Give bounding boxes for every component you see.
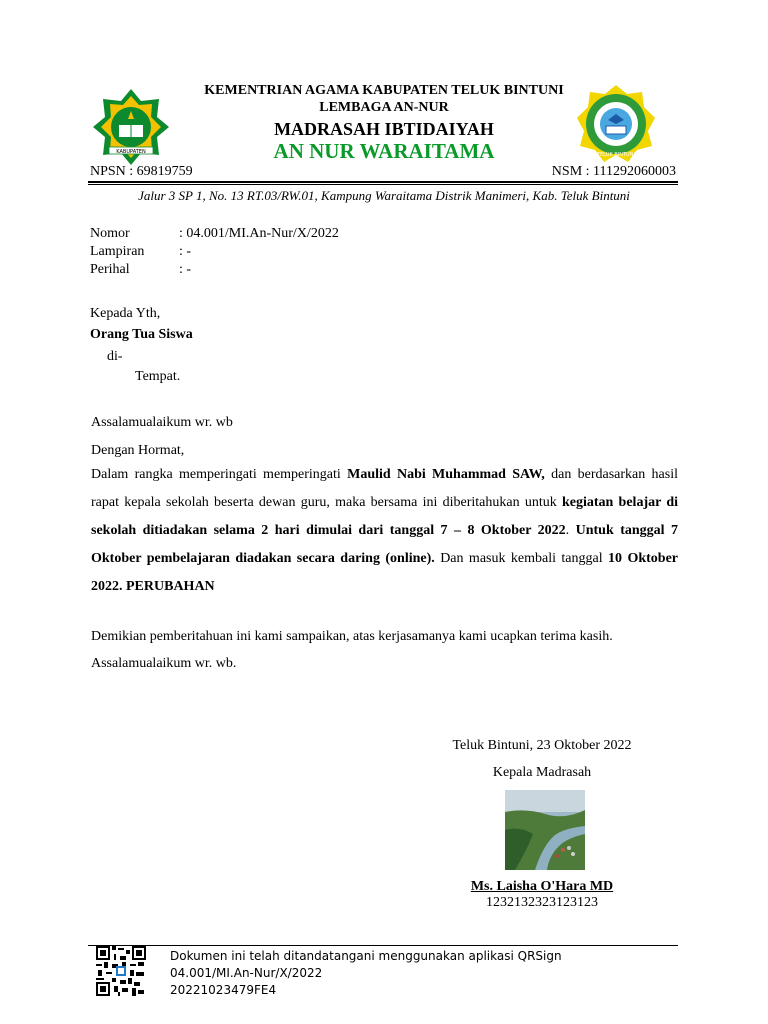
signature-title: Kepala Madrasah <box>492 765 592 780</box>
header-divider-thin <box>88 184 678 185</box>
nsm-number: NSM : 111292060003 <box>551 164 676 179</box>
footer-document-number: 04.001/MI.An-Nur/X/2022 <box>170 966 323 980</box>
nomor-label: Nomor <box>90 226 130 241</box>
perihal-label: Perihal <box>90 262 130 277</box>
landscape-photo-icon <box>505 790 585 870</box>
recipient-di: di- <box>107 349 123 364</box>
signer-name: Ms. Laisha O'Hara MD <box>470 879 614 894</box>
footer-signature-notice: Dokumen ini telah ditandatangani menggunakan aplikasi QRSign <box>170 949 562 963</box>
main-paragraph <box>91 461 678 601</box>
opening-hormat: Dengan Hormat, <box>91 443 185 458</box>
para-bold-return: 10 Oktober 2022. PERUBAHAN <box>91 551 678 594</box>
qr-code-icon <box>96 946 146 996</box>
para-text-4: Dan masuk kembali tanggal <box>434 551 609 566</box>
recipient-name: Orang Tua Siswa <box>90 327 193 342</box>
para-bold-schedule: kegiatan belajar di sekolah ditiadakan selama 2 hari dimulai dari tanggal 7 – 8 Oktober 2022 <box>91 495 678 538</box>
para-text-3: . <box>565 523 576 538</box>
signer-id: 1232132323123123 <box>486 895 598 910</box>
recipient-place: Tempat. <box>135 369 181 384</box>
nomor-value: : 04.001/MI.An-Nur/X/2022 <box>179 226 339 241</box>
lampiran-value: : - <box>179 244 192 259</box>
meta-perihal <box>90 261 191 279</box>
header-school-type: MADRASAH IBTIDAIYAH <box>274 119 494 139</box>
perihal-value: : - <box>179 262 192 277</box>
para-text-1: Dalam rangka memperingati memperingati <box>91 467 348 482</box>
school-address: Jalur 3 SP 1, No. 13 RT.03/RW.01, Kampung Waraitama Distrik Manimeri, Kab. Teluk Bintuni <box>138 188 630 203</box>
closing-salam: Assalamualaikum wr. wb. <box>91 656 237 671</box>
seal-ring-text: TELUK BINTUNI <box>597 152 635 158</box>
meta-lampiran <box>90 243 191 261</box>
header-school-name: AN NUR WARAITAMA <box>273 139 495 163</box>
para-text-2: dan berdasarkan hasil rapat kepala sekolah beserta dewan guru, maka bersama ini diberitahukan untuk <box>91 467 678 510</box>
para-bold-online: Untuk tanggal 7 Oktober pembelajaran diadakan secara daring (online). <box>91 523 678 566</box>
header-divider-thick <box>88 181 678 183</box>
npsn-number: NPSN : 69819759 <box>90 164 193 179</box>
footer-sign-code: 20221023479FE4 <box>170 983 277 997</box>
emblem-ribbon-text: KABUPATEN <box>116 149 146 155</box>
header-ministry: KEMENTRIAN AGAMA KABUPATEN TELUK BINTUNI <box>204 83 564 98</box>
opening-salam: Assalamualaikum wr. wb <box>91 415 233 430</box>
lampiran-label: Lampiran <box>90 244 145 259</box>
closing-sentence: Demikian pemberitahuan ini kami sampaikan, atas kerjasamanya kami ucapkan terima kasih. <box>91 629 613 644</box>
header-institution: LEMBAGA AN-NUR <box>319 100 449 115</box>
meta-nomor <box>90 225 339 243</box>
recipient-greeting: Kepada Yth, <box>90 306 161 321</box>
footer-divider <box>88 945 678 946</box>
para-bold-maulid: Maulid Nabi Muhammad SAW, <box>347 467 545 482</box>
signature-place-date: Teluk Bintuni, 23 Oktober 2022 <box>452 738 632 753</box>
